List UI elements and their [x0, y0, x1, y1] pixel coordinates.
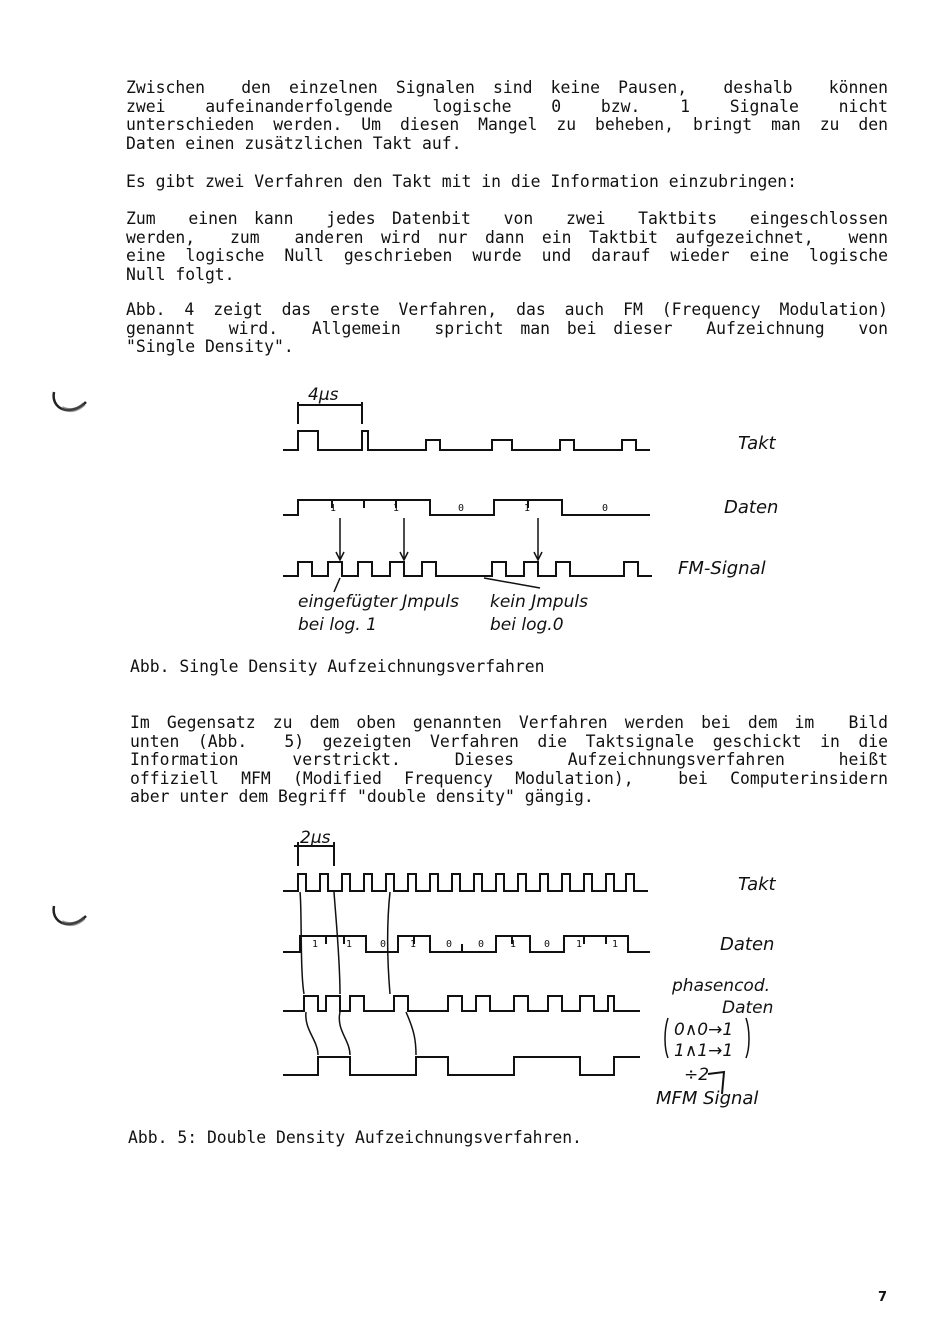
data-bit: 0 [458, 503, 465, 514]
annotation-inserted-pulse: eingefügter Jmpuls [298, 592, 459, 612]
text-line: zwei aufeinanderfolgende logische 0 bzw. 1 Signale nicht [126, 96, 888, 116]
data-bit: 0 [380, 939, 387, 950]
figure-2-caption: Abb. 5: Double Density Aufzeichnungsverfahren. [128, 1128, 582, 1147]
text-line: genannt wird. Allgemein spricht man bei dieser Aufzeichnung von [126, 318, 888, 338]
signal-label-fm: FM-Signal [678, 558, 766, 579]
data-bit: 1 [393, 503, 400, 514]
text-line: Zum einen kann jedes Datenbit von zwei Taktbits eingeschlossen [126, 209, 888, 228]
timing-label-4us: 4µs [308, 385, 339, 405]
text-line: Information verstrickt. Dieses Aufzeichnungsverfahren heißt [130, 750, 888, 770]
signal-label-daten: Daten [720, 934, 775, 955]
annotation-inserted-pulse-sub: bei log. 1 [298, 615, 377, 635]
data-bit: 1 [330, 503, 337, 514]
text-line: unterschieden werden. Um diesen Mangel zu beheben, bringt man zu den [126, 115, 888, 135]
text-line: Im Gegensatz zu dem oben genannten Verfahren werden bei dem im Bild [130, 713, 888, 732]
signal-label-mfm: MFM Signal [656, 1088, 759, 1109]
takt-signal-line [283, 874, 648, 891]
data-bit: 1 [346, 939, 353, 950]
timing-label-2us: 2µs [300, 828, 331, 848]
text-line: aber unter dem Begriff "double density" gängig. [130, 787, 594, 807]
data-bit: 1 [410, 939, 417, 950]
signal-label-daten: Daten [724, 497, 779, 518]
mfm-signal-line [283, 1057, 640, 1075]
annotation-no-pulse: kein Jmpuls [490, 592, 588, 612]
phase-encoded-label-sub: Daten [722, 998, 774, 1018]
text-line: Es gibt zwei Verfahren den Takt mit in die Information einzubringen: [126, 172, 798, 191]
text-line: "Single Density". [126, 337, 294, 357]
figure-1-caption: Abb. Single Density Aufzeichnungsverfahren [130, 657, 545, 676]
text-line: eine logische Null geschrieben wurde und darauf wieder eine logische [126, 246, 888, 266]
data-bit: 1 [576, 939, 583, 950]
data-bit: 0 [446, 939, 453, 950]
annotation-no-pulse-sub: bei log.0 [490, 615, 564, 635]
phase-encoded-label: phasencod. [672, 976, 771, 996]
encoding-rule-1: 0∧0→1 [674, 1020, 734, 1040]
data-bit: 1 [524, 503, 531, 514]
page-number: 7 [878, 1290, 888, 1305]
data-bit: 1 [510, 939, 517, 950]
data-bit: 0 [602, 503, 609, 514]
text-line: unten (Abb. 5) gezeigten Verfahren die Taktsignale geschickt in die [130, 731, 888, 751]
data-bit: 0 [544, 939, 551, 950]
signal-label-takt: Takt [738, 433, 776, 454]
text-line: Zwischen den einzelnen Signalen sind keine Pausen, deshalb können [126, 78, 888, 97]
data-bit: 1 [312, 939, 319, 950]
data-bit: 0 [478, 939, 485, 950]
data-bit: 1 [612, 939, 619, 950]
text-line: werden, zum anderen wird nur dann ein Taktbit aufgezeichnet, wenn [126, 227, 888, 247]
signal-label-takt: Takt [738, 874, 776, 895]
phase-encoded-signal-line [283, 996, 640, 1011]
text-line: Daten einen zusätzlichen Takt auf. [126, 133, 462, 153]
text-line: Null folgt. [126, 264, 235, 284]
encoding-rule-2: 1∧1→1 [674, 1041, 734, 1061]
text-line: Abb. 4 zeigt das erste Verfahren, das auch FM (Frequency Modulation) [126, 300, 888, 319]
text-line: offiziell MFM (Modified Frequency Modulation), bei Computerinsidern [130, 768, 888, 788]
divider-label: ÷2 [684, 1065, 710, 1085]
